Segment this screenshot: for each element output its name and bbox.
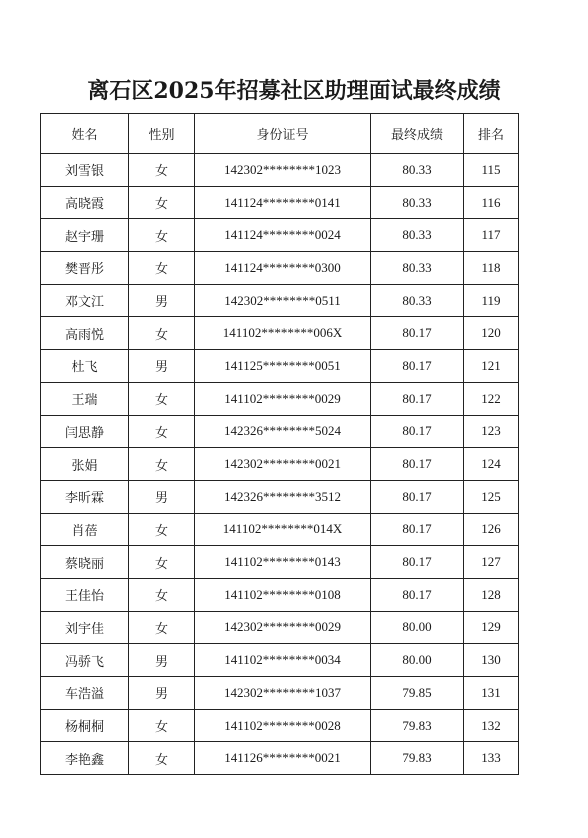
table-row [41, 448, 519, 481]
id-number-cell: 141102********014X [195, 513, 371, 546]
name-cell: 高晓霞 [41, 186, 129, 219]
gender-cell: 女 [129, 317, 195, 350]
rank-cell: 131 [464, 677, 519, 710]
name-cell: 李艳鑫 [41, 742, 129, 775]
table-row [41, 252, 519, 285]
rank-cell: 123 [464, 415, 519, 448]
table-row [41, 709, 519, 742]
rank-cell: 122 [464, 382, 519, 415]
score-cell: 80.33 [371, 252, 464, 285]
id-number-cell: 141102********0108 [195, 578, 371, 611]
gender-cell: 男 [129, 350, 195, 383]
rank-cell: 129 [464, 611, 519, 644]
score-cell: 79.85 [371, 677, 464, 710]
gender-cell: 男 [129, 677, 195, 710]
id-number-cell: 141102********006X [195, 317, 371, 350]
score-cell: 80.17 [371, 382, 464, 415]
table-row [41, 513, 519, 546]
id-number-cell: 142302********0029 [195, 611, 371, 644]
score-cell: 79.83 [371, 742, 464, 775]
gender-cell: 男 [129, 644, 195, 677]
score-cell: 80.17 [371, 350, 464, 383]
score-cell: 80.17 [371, 513, 464, 546]
results-table [40, 113, 519, 775]
id-number-cell: 141124********0141 [195, 186, 371, 219]
rank-cell: 120 [464, 317, 519, 350]
score-cell: 80.17 [371, 578, 464, 611]
rank-cell: 117 [464, 219, 519, 252]
table-row [41, 382, 519, 415]
name-cell: 刘雪银 [41, 154, 129, 187]
id-number-cell: 142302********0021 [195, 448, 371, 481]
name-cell: 高雨悦 [41, 317, 129, 350]
score-cell: 79.83 [371, 709, 464, 742]
rank-cell: 121 [464, 350, 519, 383]
table-row [41, 350, 519, 383]
gender-cell: 女 [129, 382, 195, 415]
rank-cell: 119 [464, 284, 519, 317]
rank-cell: 125 [464, 480, 519, 513]
rank-cell: 116 [464, 186, 519, 219]
id-number-cell: 142326********3512 [195, 480, 371, 513]
gender-cell: 女 [129, 513, 195, 546]
score-cell: 80.17 [371, 448, 464, 481]
name-cell: 肖蓓 [41, 513, 129, 546]
id-number-cell: 142302********1037 [195, 677, 371, 710]
score-cell: 80.17 [371, 415, 464, 448]
name-cell: 赵宇珊 [41, 219, 129, 252]
name-cell: 冯骄飞 [41, 644, 129, 677]
name-cell: 邓文江 [41, 284, 129, 317]
score-cell: 80.17 [371, 546, 464, 579]
name-cell: 闫思静 [41, 415, 129, 448]
name-cell: 杨桐桐 [41, 709, 129, 742]
header-rank: 排名 [464, 114, 519, 154]
score-cell: 80.00 [371, 644, 464, 677]
name-cell: 王瑞 [41, 382, 129, 415]
gender-cell: 女 [129, 186, 195, 219]
rank-cell: 127 [464, 546, 519, 579]
score-cell: 80.17 [371, 317, 464, 350]
score-cell: 80.33 [371, 219, 464, 252]
rank-cell: 115 [464, 154, 519, 187]
name-cell: 樊晋彤 [41, 252, 129, 285]
rank-cell: 130 [464, 644, 519, 677]
gender-cell: 女 [129, 546, 195, 579]
header-gender: 性别 [129, 114, 195, 154]
gender-cell: 男 [129, 284, 195, 317]
table-row [41, 284, 519, 317]
score-cell: 80.33 [371, 154, 464, 187]
header-final-score: 最终成绩 [371, 114, 464, 154]
score-cell: 80.33 [371, 284, 464, 317]
name-cell: 杜飞 [41, 350, 129, 383]
id-number-cell: 141102********0034 [195, 644, 371, 677]
table-row [41, 219, 519, 252]
id-number-cell: 141126********0021 [195, 742, 371, 775]
gender-cell: 女 [129, 154, 195, 187]
table-header-row [41, 114, 519, 154]
table-row [41, 317, 519, 350]
rank-cell: 133 [464, 742, 519, 775]
score-cell: 80.00 [371, 611, 464, 644]
name-cell: 蔡晓丽 [41, 546, 129, 579]
id-number-cell: 142302********0511 [195, 284, 371, 317]
rank-cell: 132 [464, 709, 519, 742]
table-row [41, 677, 519, 710]
rank-cell: 128 [464, 578, 519, 611]
name-cell: 王佳怡 [41, 578, 129, 611]
gender-cell: 女 [129, 578, 195, 611]
header-id-number: 身份证号 [195, 114, 371, 154]
gender-cell: 女 [129, 709, 195, 742]
name-cell: 张娟 [41, 448, 129, 481]
rank-cell: 124 [464, 448, 519, 481]
table-row [41, 154, 519, 187]
table-row [41, 480, 519, 513]
table-row [41, 578, 519, 611]
gender-cell: 男 [129, 480, 195, 513]
rank-cell: 126 [464, 513, 519, 546]
table-row [41, 742, 519, 775]
table-body [41, 154, 519, 775]
gender-cell: 女 [129, 219, 195, 252]
name-cell: 李昕霖 [41, 480, 129, 513]
table-row [41, 611, 519, 644]
table-row [41, 415, 519, 448]
id-number-cell: 141124********0024 [195, 219, 371, 252]
page-title: 离石区2025年招募社区助理面试最终成绩 [87, 78, 501, 104]
table-row [41, 186, 519, 219]
header-name: 姓名 [41, 114, 129, 154]
rank-cell: 118 [464, 252, 519, 285]
gender-cell: 女 [129, 448, 195, 481]
id-number-cell: 141124********0300 [195, 252, 371, 285]
name-cell: 刘宇佳 [41, 611, 129, 644]
id-number-cell: 142326********5024 [195, 415, 371, 448]
gender-cell: 女 [129, 415, 195, 448]
table-row [41, 546, 519, 579]
id-number-cell: 141102********0028 [195, 709, 371, 742]
gender-cell: 女 [129, 742, 195, 775]
id-number-cell: 141125********0051 [195, 350, 371, 383]
gender-cell: 女 [129, 611, 195, 644]
name-cell: 车浩溢 [41, 677, 129, 710]
table-row [41, 644, 519, 677]
id-number-cell: 141102********0143 [195, 546, 371, 579]
score-cell: 80.17 [371, 480, 464, 513]
gender-cell: 女 [129, 252, 195, 285]
id-number-cell: 141102********0029 [195, 382, 371, 415]
score-cell: 80.33 [371, 186, 464, 219]
id-number-cell: 142302********1023 [195, 154, 371, 187]
